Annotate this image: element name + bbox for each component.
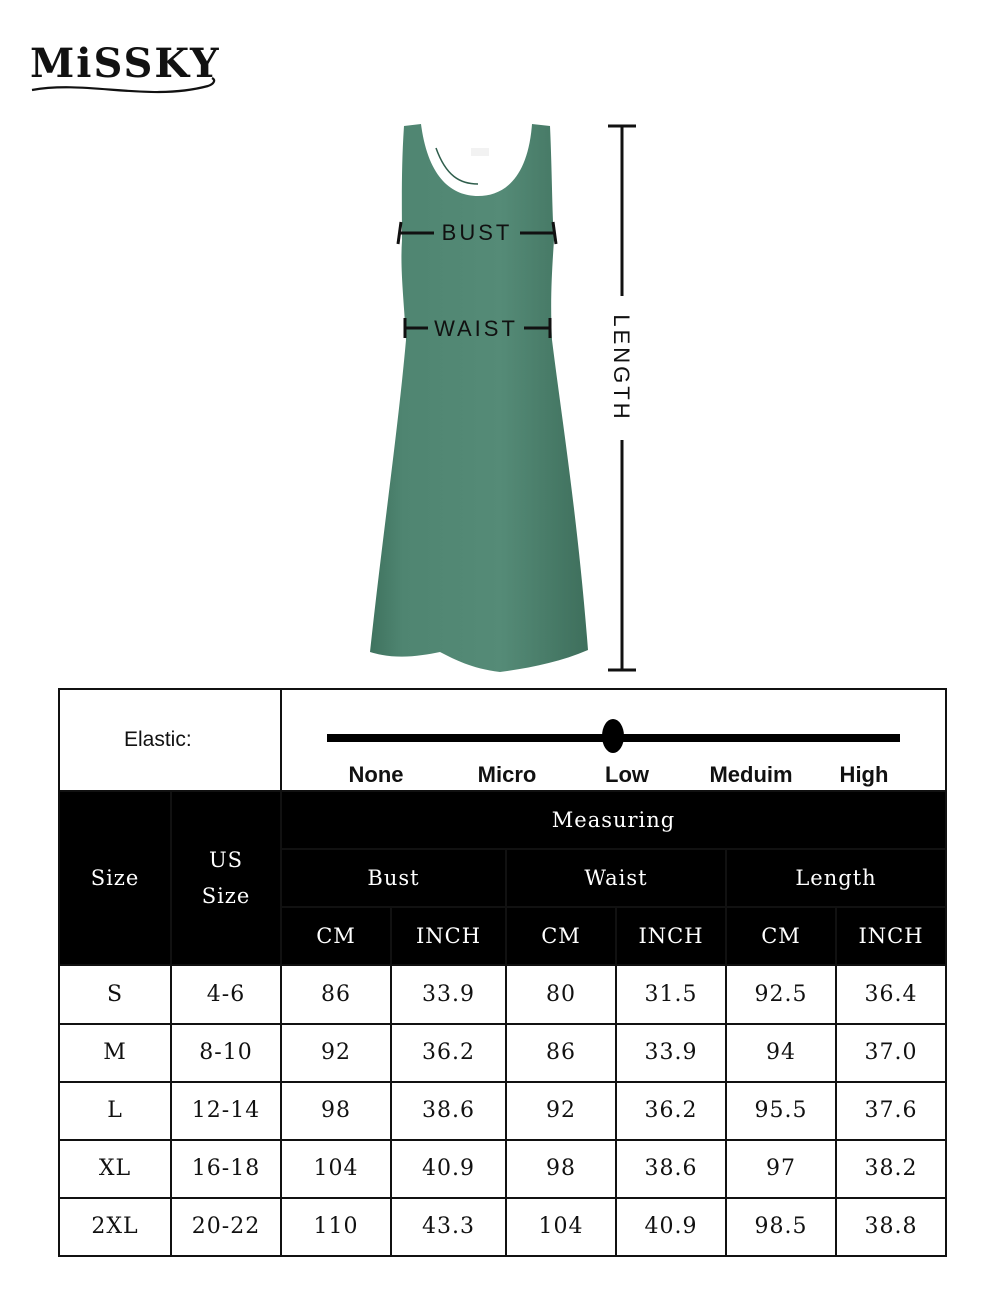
- waist-inch-cell: 36.2: [616, 1082, 726, 1140]
- waist-cm-cell: 80: [506, 965, 616, 1023]
- us-size-cell: 4-6: [171, 965, 281, 1023]
- table-row: [59, 965, 946, 1023]
- bust-cm-cell: 86: [281, 965, 391, 1023]
- header-bust-inch: INCH: [391, 907, 506, 965]
- header-us-size-line2: Size: [201, 884, 251, 909]
- waist-inch-cell: 31.5: [616, 965, 726, 1023]
- length-inch-cell: 38.2: [836, 1140, 946, 1198]
- header-size: Size: [59, 791, 171, 965]
- dress-shape: [370, 124, 588, 672]
- header-us-size: [171, 791, 281, 965]
- length-cm-cell: 94: [726, 1024, 836, 1082]
- elastic-row: [59, 689, 946, 791]
- length-guide: [608, 126, 636, 670]
- bust-cm-cell: 98: [281, 1082, 391, 1140]
- bust-inch-cell: 43.3: [391, 1198, 506, 1256]
- us-size-cell: 20-22: [171, 1198, 281, 1256]
- header-waist: Waist: [506, 849, 726, 907]
- size-cell: M: [59, 1024, 171, 1082]
- header-us-size-line1: US: [208, 848, 244, 873]
- length-cm-cell: 92.5: [726, 965, 836, 1023]
- elastic-scale: [281, 689, 946, 791]
- header-length-cm: CM: [726, 907, 836, 965]
- waist-inch-cell: 38.6: [616, 1140, 726, 1198]
- neck-tag: [471, 148, 489, 156]
- bust-inch-cell: 33.9: [391, 965, 506, 1023]
- us-size-cell: 8-10: [171, 1024, 281, 1082]
- length-cm-cell: 97: [726, 1140, 836, 1198]
- length-inch-cell: 37.6: [836, 1082, 946, 1140]
- header-measuring: Measuring: [281, 791, 946, 849]
- waist-inch-cell: 33.9: [616, 1024, 726, 1082]
- size-cell: S: [59, 965, 171, 1023]
- bust-inch-cell: 36.2: [391, 1024, 506, 1082]
- size-cell: XL: [59, 1140, 171, 1198]
- waist-cm-cell: 86: [506, 1024, 616, 1082]
- waist-cm-cell: 92: [506, 1082, 616, 1140]
- length-inch-cell: 37.0: [836, 1024, 946, 1082]
- elastic-selected-marker: [602, 719, 624, 753]
- bust-inch-cell: 38.6: [391, 1082, 506, 1140]
- elastic-label: Elastic:: [59, 689, 281, 791]
- header-row-1: [59, 791, 946, 849]
- waist-cm-cell: 98: [506, 1140, 616, 1198]
- table-row: [59, 1140, 946, 1198]
- waist-cm-cell: 104: [506, 1198, 616, 1256]
- table-row: [59, 1198, 946, 1256]
- table-row: [59, 1024, 946, 1082]
- brand-logo-text: MiSSKY: [30, 40, 221, 87]
- length-cm-cell: 98.5: [726, 1198, 836, 1256]
- size-cell: 2XL: [59, 1198, 171, 1256]
- bust-cm-cell: 92: [281, 1024, 391, 1082]
- bust-cm-cell: 104: [281, 1140, 391, 1198]
- size-cell: L: [59, 1082, 171, 1140]
- elastic-option-none: None: [348, 762, 404, 787]
- elastic-option-low: Low: [605, 762, 649, 787]
- header-length-inch: INCH: [836, 907, 946, 965]
- us-size-cell: 12-14: [171, 1082, 281, 1140]
- size-chart-table: [58, 688, 947, 1257]
- waist-inch-cell: 40.9: [616, 1198, 726, 1256]
- elastic-option-medium: Meduim: [709, 762, 793, 787]
- length-inch-cell: 36.4: [836, 965, 946, 1023]
- header-bust: Bust: [281, 849, 506, 907]
- elastic-option-micro: Micro: [477, 762, 537, 787]
- header-length: Length: [726, 849, 946, 907]
- header-waist-cm: CM: [506, 907, 616, 965]
- us-size-cell: 16-18: [171, 1140, 281, 1198]
- bust-cm-cell: 110: [281, 1198, 391, 1256]
- header-bust-cm: CM: [281, 907, 391, 965]
- elastic-option-high: High: [839, 762, 889, 787]
- bust-label: BUST: [441, 220, 513, 245]
- length-cm-cell: 95.5: [726, 1082, 836, 1140]
- waist-label: WAIST: [434, 316, 518, 341]
- length-label: LENGTH: [609, 314, 634, 422]
- bust-inch-cell: 40.9: [391, 1140, 506, 1198]
- length-inch-cell: 38.8: [836, 1198, 946, 1256]
- header-waist-inch: INCH: [616, 907, 726, 965]
- table-row: [59, 1082, 946, 1140]
